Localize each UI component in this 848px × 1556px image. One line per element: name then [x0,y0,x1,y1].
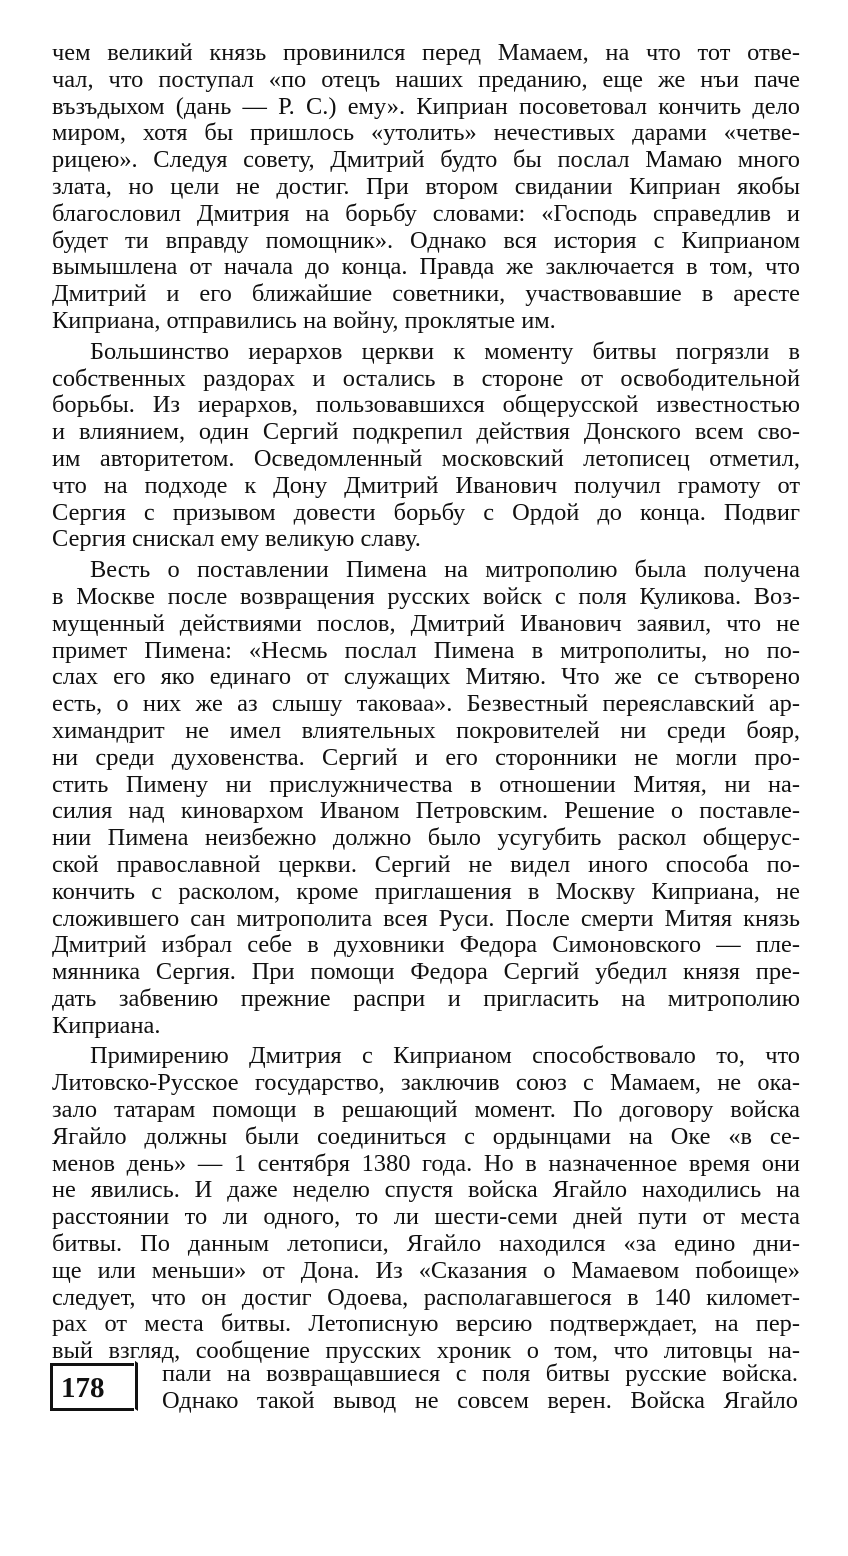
text-line: силия над киновархом Иваном Петровским. Решение о поставле- [52,797,800,825]
text-line: мянника Сергия. При помощи Федора Сергий убедил князя пре- [52,958,800,986]
text-line: слах его яко единаго от служащих Митяю. Что же се сътворено [52,663,800,691]
text-line: кончить с расколом, кроме приглашения в Москву Киприана, не [52,877,800,905]
text-line: Сергия снискал ему великую славу. [52,525,421,553]
text-line: расстоянии то ли одного, то ли шести-семи дней пути от места [52,1203,800,1231]
text-line: благословил Дмитрия на борьбу словами: «Господь справедлив и [52,199,800,227]
text-line: Однако такой вывод не совсем верен. Войска Ягайло [162,1386,798,1414]
text-line: что на подходе к Дону Дмитрий Иванович получил грамоту от [52,471,800,499]
text-line: сложившего сан митрополита всея Руси. После смерти Митяя князь [52,904,800,932]
text-line: в Москве после возвращения русских войск с поля Куликова. Воз- [52,582,800,610]
text-line: вый взгляд, сообщение прусских хроник о том, что литовцы на- [52,1337,800,1365]
page-footer [50,1361,798,1415]
page-number-frame [50,1363,134,1411]
paragraph-4 [52,1043,800,1365]
text-line: стить Пимену ни прислужничества в отношении Митяя, ни на- [52,770,800,798]
paragraph-2 [52,339,800,553]
text-line: Литовско-Русское государство, заключив союз с Мамаем, не ока- [52,1069,800,1097]
text-line: зало татарам помощи в решающий момент. По договору войска [52,1096,800,1124]
text-line: Большинство иерархов церкви к моменту битвы погрязли в [90,337,800,365]
text-line: чал, что поступал «по отецъ наших преданию, еще же нъи паче [52,65,800,93]
text-line: възъдыхом (дань — Р. С.) ему». Киприан посоветовал кончить дело [52,92,800,120]
text-line: есть, о них же аз слышу таковаа». Безвестный переяславский ар- [52,690,800,718]
text-line: Дмитрий и его ближайшие советники, участвовавшие в аресте [52,280,800,308]
text-line: Примирению Дмитрия с Киприаном способствовало то, что [90,1042,800,1070]
text-line: ской православной церкви. Сергий не видел иного способа по- [52,850,800,878]
text-line: ще или меньши» от Дона. Из «Сказания о Мамаевом побоище» [52,1256,800,1284]
text-line: чем великий князь провинился перед Мамаем, на что тот отве- [52,39,800,66]
text-line: и влиянием, один Сергий подкрепил действия Донского всем сво- [52,418,800,446]
text-line: злата, но цели не достиг. При втором свидании Киприан якобы [52,172,800,200]
text-line: рицею». Следуя совету, Дмитрий будто бы послал Мамаю много [52,146,800,174]
footer-text [162,1361,798,1415]
text-line: пали на возвращавшиеся с поля битвы русские войска. [162,1360,798,1387]
paragraph-3 [52,557,800,1039]
text-line: вымышлена от начала до конца. Правда же заключается в том, что [52,253,800,281]
text-line: будет ти вправду помощник». Однако вся история с Киприаном [52,226,800,254]
text-line: химандрит не имел влиятельных покровителей ни среди бояр, [52,716,800,744]
text-line: примет Пимена: «Несмь послал Пимена в митрополиты, но по- [52,636,800,664]
text-line: им авторитетом. Осведомленный московский летописец отметил, [52,444,800,472]
text-line: Весть о поставлении Пимена на митрополию была получена [90,556,800,584]
text-line: следует, что он достиг Одоева, располагавшегося в 140 километ- [52,1283,800,1311]
text-line: рах от места битвы. Летописную версию подтверждает, на пер- [52,1310,800,1338]
text-line: собственных раздорах и остались в стороне от освободительной [52,364,800,392]
text-line: миром, хотя бы пришлось «утолить» нечестивых дарами «четве- [52,119,800,147]
page-body [52,40,800,1365]
text-line: не явились. И даже неделю спустя войска Ягайло находились на [52,1176,800,1204]
text-line: Сергия с призывом довести борьбу с Ордой до конца. Подвиг [52,498,800,526]
page-number: 178 [61,1372,105,1404]
text-line: битвы. По данным летописи, Ягайло находился «за едино дни- [52,1230,800,1258]
text-line: менов день» — 1 сентября 1380 года. Но в назначенное время они [52,1149,800,1177]
text-line: Киприана, отправились на войну, проклятые им. [52,306,556,334]
text-line: борьбы. Из иерархов, пользовавшихся общерусской известностью [52,391,800,419]
text-line: мущенный действиями послов, Дмитрий Иванович заявил, что не [52,609,800,637]
text-line: ни среди духовенства. Сергий и его сторонники не могли про- [52,743,800,771]
text-line: Киприана. [52,1011,161,1039]
text-line: дать забвению прежние распри и пригласить на митрополию [52,984,800,1012]
paragraph-1 [52,40,800,335]
text-line: Ягайло должны были соединиться с ордынцами на Оке «в се- [52,1122,800,1150]
text-line: Дмитрий избрал себе в духовники Федора Симоновского — пле- [52,931,800,959]
text-line: нии Пимена неизбежно должно было усугубить раскол общерус- [52,824,800,852]
